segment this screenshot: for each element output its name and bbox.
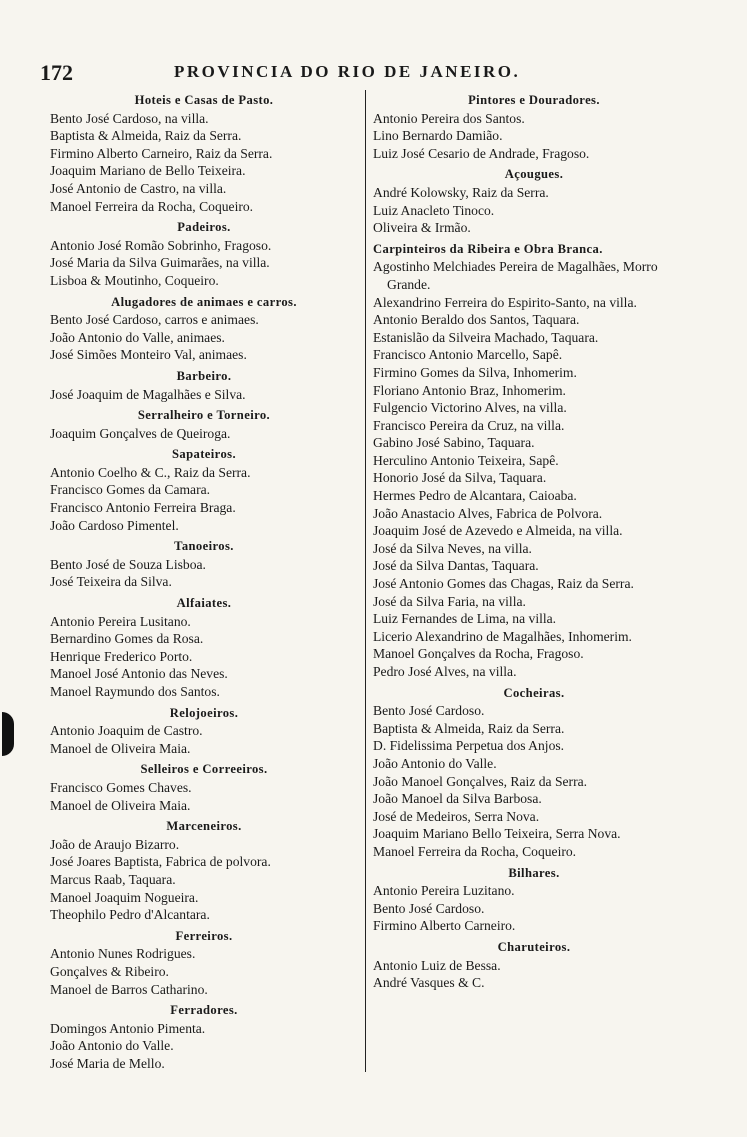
directory-entry: D. Fidelissima Perpetua dos Anjos. [373, 738, 565, 754]
directory-entry: Manoel Raymundo dos Santos. [50, 684, 220, 699]
directory-entry: Manoel José Antonio das Neves. [50, 666, 228, 682]
directory-entry: Alexandrino Ferreira do Espirito-Santo, na villa. [373, 294, 637, 310]
section-heading: Relojoeiros. [169, 705, 239, 720]
directory-entry: José Joaquim de Magalhães e Silva. [50, 386, 246, 402]
section-heading: Selleiros e Correeiros. [140, 762, 268, 777]
directory-entry: Francisco Antonio Marcello, Sapê. [373, 347, 563, 363]
directory-entry: Theophilo Pedro d'Alcantara. [50, 907, 210, 923]
directory-entry: Bento José Cardoso. [373, 703, 485, 719]
directory-entry: Antonio Beraldo dos Santos, Taquara. [373, 312, 580, 328]
directory-entry: Luiz Fernandes de Lima, na villa. [373, 611, 557, 627]
directory-entry: Lisboa & Moutinho, Coqueiro. [50, 272, 219, 288]
directory-entry: Antonio Coelho & C., Raiz da Serra. [50, 464, 251, 480]
directory-entry: José da Silva Dantas, Taquara. [373, 558, 539, 574]
directory-entry: Pedro José Alves, na villa. [373, 664, 517, 679]
directory-entry: Gabino José Sabino, Taquara. [373, 435, 535, 451]
left-column [50, 92, 358, 1072]
directory-entry: João Manoel da Silva Barbosa. [373, 791, 542, 807]
directory-entry: Manoel Ferreira da Rocha, Coqueiro. [50, 198, 254, 214]
directory-entry: José Teixeira da Silva. [50, 574, 172, 590]
directory-entry: Francisco Gomes da Camara. [50, 482, 211, 498]
directory-entry: João de Araujo Bizarro. [50, 836, 180, 852]
directory-entry: Gonçalves & Ribeiro. [50, 963, 169, 979]
directory-entry: André Kolowsky, Raiz da Serra. [373, 184, 549, 200]
section-heading: Alugadores de animaes e carros. [111, 294, 297, 309]
page-header [40, 60, 720, 84]
directory-entry: Antonio José Romão Sobrinho, Fragoso. [50, 237, 272, 253]
directory-entry: Manoel Ferreira da Rocha, Coqueiro. [373, 843, 577, 859]
directory-entry: Domingos Antonio Pimenta. [50, 1020, 206, 1036]
directory-entry: Francisco Pereira da Cruz, na villa. [373, 417, 565, 433]
directory-entry: Francisco Gomes Chaves. [50, 779, 192, 795]
directory-entry: Bento José Cardoso, na villa. [50, 110, 209, 126]
section-heading: Bilhares. [508, 865, 560, 880]
page-number: 172 [40, 60, 73, 85]
directory-entry: Antonio Pereira Lusitano. [50, 613, 191, 629]
directory-entry: José de Medeiros, Serra Nova. [373, 808, 540, 824]
section-heading: Hoteis e Casas de Pasto. [134, 93, 274, 107]
directory-entry: Floriano Antonio Braz, Inhomerim. [373, 382, 566, 398]
directory-entry: Joaquim José de Azevedo e Almeida, na villa. [373, 523, 623, 539]
section-heading: Marceneiros. [166, 819, 242, 834]
running-title: PROVINCIA DO RIO DE JANEIRO. [174, 62, 521, 81]
directory-entry: Antonio Nunes Rodrigues. [50, 946, 196, 962]
section-heading: Carpinteiros da Ribeira e Obra Branca. [373, 241, 603, 256]
directory-entry: José Antonio de Castro, na villa. [50, 180, 227, 196]
directory-entry: Firmino Alberto Carneiro. [373, 918, 516, 934]
right-column [373, 92, 695, 992]
directory-entry: José Maria da Silva Guimarães, na villa. [50, 255, 270, 271]
directory-entry: Bernardino Gomes da Rosa. [50, 631, 204, 647]
directory-entry: João Antonio do Valle, animaes. [50, 329, 225, 345]
section-heading: Charuteiros. [497, 939, 571, 954]
directory-entry: João Manoel Gonçalves, Raiz da Serra. [373, 773, 588, 789]
directory-entry: José da Silva Faria, na villa. [373, 593, 526, 609]
directory-entry: Antonio Joaquim de Castro. [50, 723, 203, 739]
directory-entry: Bento José de Souza Lisboa. [50, 556, 206, 572]
column-divider [365, 90, 366, 1072]
directory-entry: Manoel de Oliveira Maia. [50, 797, 191, 813]
directory-entry: Manoel Joaquim Nogueira. [50, 889, 199, 905]
directory-entry: Fulgencio Victorino Alves, na villa. [373, 400, 567, 416]
directory-entry: Joaquim Mariano de Bello Teixeira. [50, 163, 246, 179]
directory-entry: André Vasques & C. [373, 975, 485, 991]
directory-entry: Bento José Cardoso. [373, 900, 485, 916]
directory-entry: Oliveira & Irmão. [373, 220, 471, 236]
directory-entry: João Anastacio Alves, Fabrica de Polvora. [373, 505, 603, 521]
directory-entry: Francisco Antonio Ferreira Braga. [50, 500, 236, 516]
directory-entry: Bento José Cardoso, carros e animaes. [50, 312, 259, 328]
ink-blot [2, 712, 14, 756]
directory-entry: Firmino Gomes da Silva, Inhomerim. [373, 364, 577, 380]
directory-entry: Firmino Alberto Carneiro, Raiz da Serra. [50, 145, 273, 161]
section-heading: Cocheiras. [503, 685, 565, 700]
directory-entry: João Cardoso Pimentel. [50, 517, 179, 533]
directory-entry: Lino Bernardo Damião. [373, 128, 503, 144]
section-heading: Serralheiro e Torneiro. [137, 408, 271, 423]
directory-entry: Antonio Pereira Luzitano. [373, 883, 515, 899]
section-heading: Tanoeiros. [174, 539, 234, 554]
directory-entry: Hermes Pedro de Alcantara, Caioaba. [373, 488, 577, 504]
section-heading: Pintores e Douradores. [468, 93, 600, 107]
directory-entry: João Antonio do Valle. [50, 1038, 174, 1054]
directory-entry: Manoel Gonçalves da Rocha, Fragoso. [373, 646, 584, 662]
directory-entry: Estanislão da Silveira Machado, Taquara. [373, 329, 599, 345]
section-heading: Sapateiros. [172, 447, 236, 462]
directory-entry: Manoel de Barros Catharino. [50, 981, 208, 997]
directory-entry: Licerio Alexandrino de Magalhães, Inhomerim. [373, 628, 632, 644]
directory-entry: Luiz José Cesario de Andrade, Fragoso. [373, 145, 590, 161]
directory-entry: José Antonio Gomes das Chagas, Raiz da Serra. [373, 576, 634, 592]
directory-entry: Joaquim Gonçalves de Queiroga. [50, 425, 231, 441]
directory-entry: Manoel de Oliveira Maia. [50, 740, 191, 756]
directory-entry: Marcus Raab, Taquara. [50, 871, 176, 887]
section-heading: Padeiros. [177, 220, 231, 235]
directory-entry: Baptista & Almeida, Raiz da Serra. [50, 128, 242, 144]
directory-entry: José da Silva Neves, na villa. [373, 540, 532, 556]
directory-entry: Herculino Antonio Teixeira, Sapê. [373, 452, 559, 468]
directory-entry: Joaquim Mariano Bello Teixeira, Serra Nova. [373, 826, 621, 842]
directory-entry: Antonio Pereira dos Santos. [373, 110, 525, 126]
section-heading: Alfaiates. [176, 596, 232, 611]
directory-entry: Agostinho Melchiades Pereira de Magalhães, Morro Grande. [373, 259, 658, 292]
directory-entry: José Maria de Mello. [50, 1055, 165, 1071]
directory-entry: Honorio José da Silva, Taquara. [373, 470, 547, 486]
directory-entry: Antonio Luiz de Bessa. [373, 957, 501, 973]
directory-entry: João Antonio do Valle. [373, 755, 497, 771]
directory-entry: Baptista & Almeida, Raiz da Serra. [373, 720, 565, 736]
section-heading: Açougues. [504, 167, 564, 182]
directory-entry: José Simões Monteiro Val, animaes. [50, 347, 247, 363]
directory-entry: José Joares Baptista, Fabrica de polvora. [50, 854, 271, 870]
section-heading: Ferradores. [170, 1003, 238, 1018]
section-heading: Barbeiro. [176, 368, 232, 383]
directory-entry: Luiz Anacleto Tinoco. [373, 202, 495, 218]
section-heading: Ferreiros. [175, 928, 233, 943]
directory-entry: Henrique Frederico Porto. [50, 648, 193, 664]
